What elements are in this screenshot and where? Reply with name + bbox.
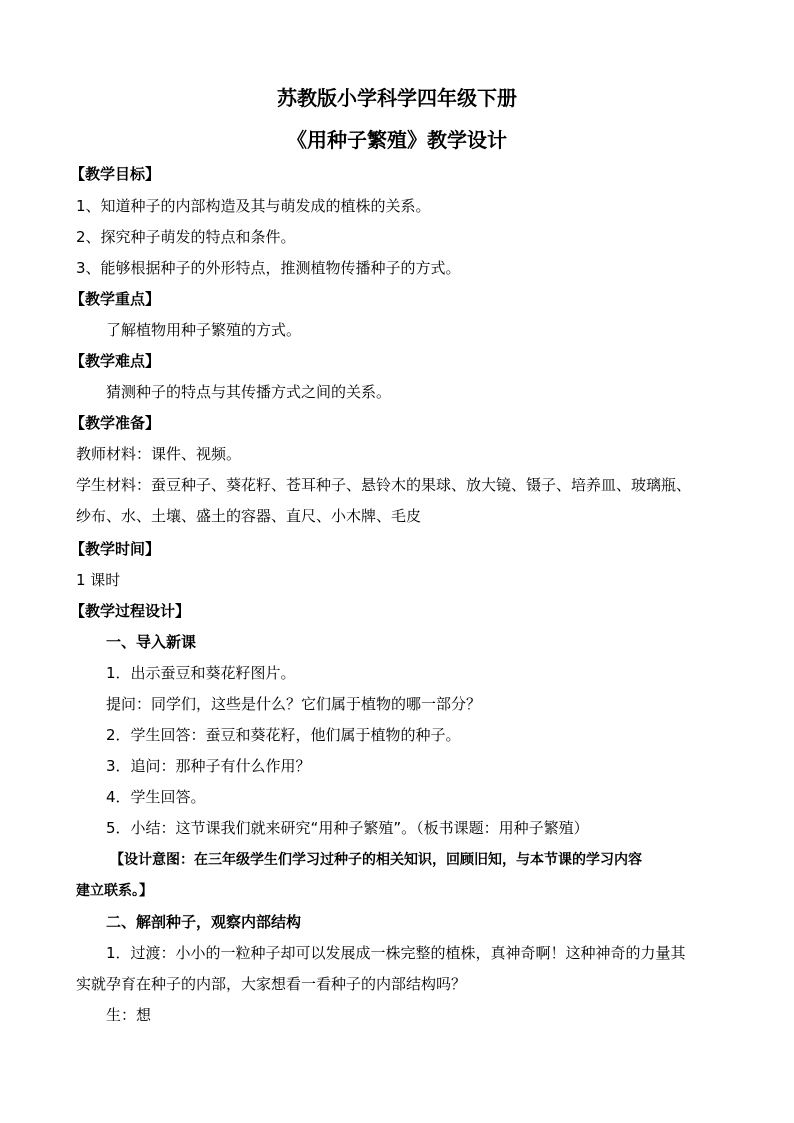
part-1-step-1: 1．出示蚕豆和葵花籽图片。 bbox=[106, 664, 296, 682]
part-1-heading: 一、导入新课 bbox=[106, 633, 197, 651]
difficulty-text: 猜测种子的特点与其传播方式之间的关系。 bbox=[106, 383, 392, 401]
design-intent-line-2: 建立联系。】 bbox=[76, 883, 153, 899]
part-2-heading: 二、解剖种子，观察内部结构 bbox=[106, 913, 302, 931]
time-heading: 【教学时间】 bbox=[70, 540, 161, 558]
difficulty-heading: 【教学难点】 bbox=[70, 352, 161, 370]
key-point-heading: 【教学重点】 bbox=[70, 290, 161, 308]
part-1-question: 提问：同学们，这些是什么？它们属于植物的哪一部分？ bbox=[106, 695, 482, 713]
document-title: 苏教版小学科学四年级下册 bbox=[277, 86, 517, 110]
key-point-text: 了解植物用种子繁殖的方式。 bbox=[106, 321, 302, 339]
design-intent-line-1: 【设计意图：在三年级学生们学习过种子的相关知识，回顾旧知，与本节课的学习内容 bbox=[110, 852, 642, 868]
objective-item-1: 1、知道种子的内部构造及其与萌发成的植株的关系。 bbox=[76, 197, 431, 215]
part-1-step-4: 4．学生回答。 bbox=[106, 788, 206, 806]
part-2-answer: 生：想 bbox=[106, 1006, 152, 1024]
time-value: 1 课时 bbox=[76, 571, 121, 589]
part-2-step-1-line-1: 1．过渡：小小的一粒种子却可以发展成一株完整的植株，真神奇啊！这种神奇的力量其 bbox=[106, 944, 686, 962]
preparation-heading: 【教学准备】 bbox=[70, 414, 161, 432]
document-subtitle: 《用种子繁殖》教学设计 bbox=[287, 128, 507, 152]
process-heading: 【教学过程设计】 bbox=[70, 602, 191, 620]
student-materials-line-1: 学生材料：蚕豆种子、葵花籽、苍耳种子、悬铃木的果球、放大镜、镊子、培养皿、玻璃瓶、 bbox=[76, 476, 692, 494]
part-1-step-2: 2．学生回答：蚕豆和葵花籽，他们属于植物的种子。 bbox=[106, 726, 461, 744]
objective-item-2: 2、探究种子萌发的特点和条件。 bbox=[76, 228, 296, 246]
part-1-step-3: 3．追问：那种子有什么作用？ bbox=[106, 757, 311, 775]
part-1-step-5: 5．小结：这节课我们就来研究“用种子繁殖”。（板书课题：用种子繁殖） bbox=[106, 819, 589, 837]
objectives-heading: 【教学目标】 bbox=[70, 165, 161, 183]
objective-item-3: 3、能够根据种子的外形特点，推测植物传播种子的方式。 bbox=[76, 259, 461, 277]
student-materials-line-2: 纱布、水、土壤、盛土的容器、直尺、小木牌、毛皮 bbox=[76, 507, 422, 525]
teacher-materials: 教师材料：课件、视频。 bbox=[76, 445, 242, 463]
part-2-step-1-line-2: 实就孕育在种子的内部，大家想看一看种子的内部结构吗？ bbox=[76, 975, 467, 993]
